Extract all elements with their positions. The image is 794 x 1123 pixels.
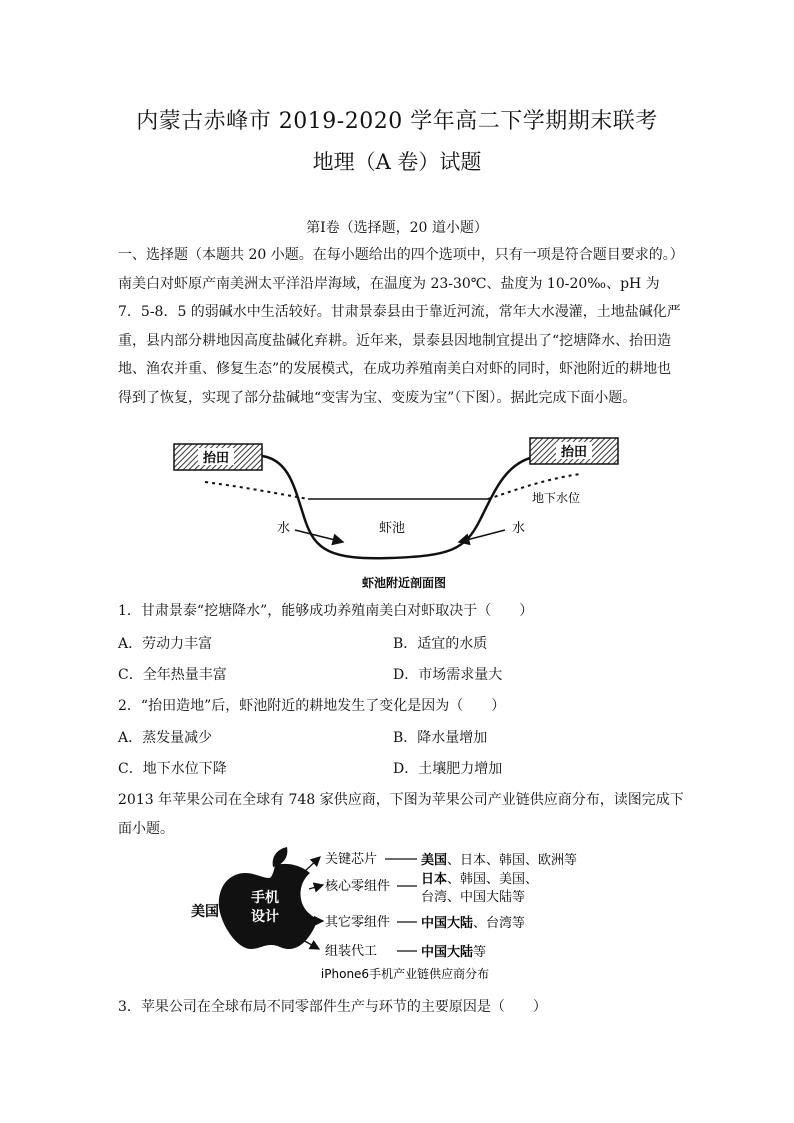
branch-rest: 、韩国、美国、	[447, 872, 539, 887]
question-1-option-d: D．市场需求量大	[393, 667, 503, 683]
question-3-stem: 3．苹果公司在全球布局不同零部件生产与环节的主要原因是（ ）	[118, 999, 547, 1015]
branch-bold: 日本	[421, 872, 448, 887]
question-2-option-a: A．蒸发量减少	[118, 730, 213, 746]
branch-label: 其它零组件	[325, 915, 391, 930]
branch-rest2: 台湾、中国大陆等	[421, 890, 526, 905]
branch-rest: 、台湾等	[473, 916, 526, 931]
left-country-label: 美国	[191, 904, 219, 920]
passage-line: 7．5-8．5 的弱碱水中生活较好。甘肃景泰县由于靠近河流，常年大水漫灌，土地盐碱化严	[118, 304, 681, 321]
branch-label: 组装代工	[325, 944, 378, 959]
exam-subtitle: 地理（A 卷）试题	[312, 150, 482, 174]
svg-text:美国、日本、韩国、欧洲等	[421, 852, 577, 868]
branch-bold: 中国大陆	[421, 916, 474, 931]
question-2-option-b: B．降水量增加	[393, 730, 488, 746]
pond-label: 虾池	[378, 521, 406, 536]
center-label-line2: 设计	[251, 909, 279, 925]
passage-line: 南美白对虾原产南美洲太平洋沿岸海域，在温度为 23-30℃、盐度为 10-20‰、pH 为	[118, 275, 660, 292]
supply-chain-figure	[185, 845, 635, 985]
branch-bold: 美国	[421, 853, 448, 868]
left-field-label: 抬田	[202, 451, 230, 466]
question-1-option-c: C．全年热量丰富	[118, 667, 227, 683]
question-1-option-a: A．劳动力丰富	[118, 636, 213, 652]
question-2-option-d: D．土壤肥力增加	[393, 761, 503, 777]
section-heading: 第Ⅰ卷（选择题，20 道小题）	[306, 220, 488, 236]
groundwater-table-line	[205, 474, 580, 499]
branch-bold: 中国大陆	[421, 945, 474, 960]
passage-line: 地、渔农并重、修复生态”的发展模式，在成功养殖南美白对虾的同时，虾池附近的耕地也	[118, 361, 672, 378]
question-1-option-b: B．适宜的水质	[393, 636, 488, 652]
water-left-arrow	[295, 530, 343, 542]
shrimp-pond-figure	[160, 430, 630, 595]
branch-label: 关键芯片	[325, 852, 378, 867]
groundwater-label: 地下水位	[532, 491, 581, 505]
svg-text:中国大陆等	[421, 944, 486, 960]
instructions-line: 一、选择题（本题共 20 小题。在每小题给出的四个选项中，只有一项是符合题目要求的。）	[118, 247, 684, 263]
branch-rest: 、日本、韩国、欧洲等	[447, 853, 578, 868]
exam-title: 内蒙古赤峰市 2019-2020 学年高二下学期期末联考	[136, 109, 658, 134]
figure1-caption: 虾池附近剖面图	[361, 576, 447, 590]
svg-text:中国大陆、台湾等	[421, 915, 525, 931]
center-label-line1: 手机	[251, 890, 279, 906]
figure2-caption: iPhone6手机产业链供应商分布	[320, 967, 490, 981]
branch-arrow	[301, 939, 319, 949]
branch-rest: 等	[473, 945, 487, 960]
ground-profile-line	[262, 456, 530, 558]
question-2-stem: 2．“抬田造地”后，虾池附近的耕地发生了变化是因为（ ）	[118, 698, 506, 714]
passage-line: 重，县内部分耕地因高度盐碱化弃耕。近年来，景泰县因地制宜提出了“挖塘降水、抬田造	[118, 332, 672, 349]
water-right-label: 水	[512, 521, 526, 536]
right-field-label: 抬田	[560, 445, 588, 460]
branch-arrow	[309, 885, 323, 889]
water-right-arrow	[459, 530, 505, 542]
branch-label: 核心零组件	[325, 879, 391, 894]
question-2-option-c: C．地下水位下降	[118, 761, 227, 777]
instructions-paragraph	[118, 241, 684, 413]
apple-logo-icon	[219, 864, 318, 949]
passage-line: 得到了恢复，实现了部分盐碱地“变害为宝、变废为宝”（下图）。据此完成下面小题。	[118, 389, 637, 406]
passage-line: 2013 年苹果公司在全球有 748 家供应商，下图为苹果公司产业链供应商分布，读图完成下	[118, 792, 684, 808]
water-left-label: 水	[277, 521, 291, 536]
svg-text:日本、韩国、美国、	[421, 871, 538, 887]
passage-line: 面小题。	[118, 820, 174, 837]
passage-2-paragraph	[118, 786, 684, 843]
question-1-stem: 1．甘肃景泰“挖塘降水”，能够成功养殖南美白对虾取决于（ ）	[118, 603, 534, 619]
branch-arrow	[303, 857, 320, 873]
